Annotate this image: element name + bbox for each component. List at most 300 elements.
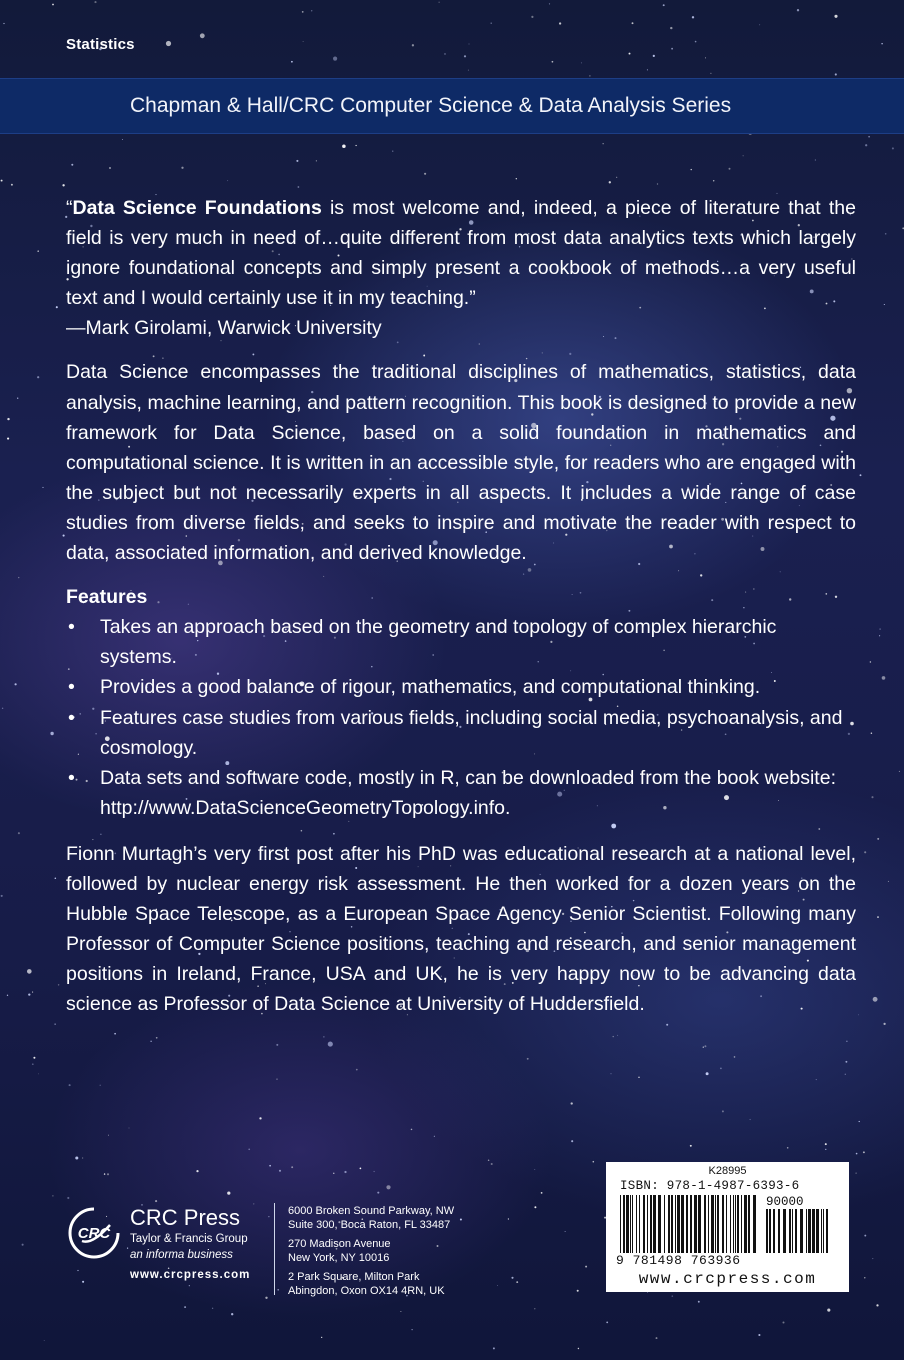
star bbox=[184, 1306, 186, 1308]
barcode-bar bbox=[826, 1209, 828, 1253]
star bbox=[269, 1165, 271, 1167]
star bbox=[434, 1136, 435, 1137]
star bbox=[860, 474, 862, 476]
star bbox=[722, 1110, 724, 1112]
back-cover-text bbox=[66, 193, 856, 1019]
address-line: Abingdon, Oxon OX14 4RN, UK bbox=[288, 1284, 445, 1297]
star bbox=[321, 1337, 322, 1338]
star bbox=[581, 62, 582, 63]
barcode-bar bbox=[769, 1209, 771, 1253]
barcode-bar bbox=[821, 1209, 822, 1253]
star bbox=[276, 1044, 278, 1046]
barcode-bar bbox=[816, 1209, 819, 1253]
star bbox=[541, 1192, 543, 1194]
barcode-bar bbox=[626, 1195, 629, 1253]
star bbox=[653, 55, 655, 57]
logo-text: CRC bbox=[77, 1225, 111, 1242]
star bbox=[663, 4, 665, 6]
star bbox=[107, 1173, 109, 1175]
star bbox=[52, 4, 54, 6]
star bbox=[713, 180, 714, 181]
star bbox=[52, 1195, 53, 1196]
star bbox=[879, 628, 880, 629]
star bbox=[647, 69, 648, 70]
star bbox=[758, 1334, 760, 1336]
barcode-bar bbox=[737, 1195, 739, 1253]
star bbox=[797, 9, 799, 11]
star bbox=[392, 151, 393, 152]
star bbox=[782, 1321, 784, 1323]
barcode-bar bbox=[766, 1209, 768, 1253]
star bbox=[827, 1309, 830, 1312]
star bbox=[276, 1078, 277, 1079]
star bbox=[613, 1036, 614, 1037]
star bbox=[129, 1128, 130, 1129]
barcode-bar bbox=[715, 1195, 716, 1253]
star bbox=[868, 136, 870, 138]
star bbox=[508, 1218, 509, 1219]
star bbox=[63, 535, 65, 537]
star bbox=[720, 1067, 722, 1069]
crc-logo-icon bbox=[66, 1205, 122, 1261]
star bbox=[27, 969, 32, 974]
star bbox=[231, 1313, 233, 1315]
endorsement-quote bbox=[66, 193, 856, 313]
star bbox=[629, 53, 631, 55]
star bbox=[603, 143, 604, 144]
star bbox=[444, 53, 445, 54]
star bbox=[62, 184, 64, 186]
barcode-bar bbox=[823, 1209, 824, 1253]
star bbox=[360, 1168, 362, 1170]
star bbox=[610, 1073, 611, 1074]
star bbox=[200, 33, 205, 38]
star bbox=[846, 1041, 847, 1042]
star bbox=[710, 73, 711, 74]
barcode-bar bbox=[783, 1209, 786, 1253]
star bbox=[56, 306, 58, 308]
star bbox=[1, 895, 3, 897]
star bbox=[759, 24, 760, 25]
barcode-bar bbox=[658, 1195, 661, 1253]
barcode-bar bbox=[636, 1195, 637, 1253]
star bbox=[888, 881, 889, 882]
star bbox=[885, 233, 887, 235]
star bbox=[703, 1046, 704, 1047]
star bbox=[534, 1308, 535, 1309]
barcode-bar bbox=[632, 1195, 633, 1253]
star bbox=[871, 796, 873, 798]
star bbox=[439, 2, 440, 3]
star bbox=[589, 75, 590, 76]
barcode-bar bbox=[735, 1195, 736, 1253]
star bbox=[108, 1135, 109, 1136]
star bbox=[877, 916, 879, 918]
quote-attribution: —Mark Girolami, Warwick University bbox=[66, 317, 382, 340]
publisher-divider bbox=[274, 1203, 275, 1295]
star bbox=[298, 186, 300, 188]
star bbox=[67, 1197, 69, 1199]
star bbox=[881, 43, 882, 44]
star bbox=[670, 27, 672, 29]
star bbox=[534, 1169, 535, 1170]
barcode-bar bbox=[812, 1209, 815, 1253]
star bbox=[37, 250, 39, 252]
price-code: 90000 bbox=[766, 1195, 804, 1209]
star bbox=[291, 61, 293, 63]
barcode-bar bbox=[795, 1209, 797, 1253]
star bbox=[816, 1079, 817, 1080]
star bbox=[488, 1159, 490, 1161]
star bbox=[491, 23, 492, 24]
star bbox=[424, 173, 426, 175]
star bbox=[212, 1308, 213, 1309]
star bbox=[122, 139, 123, 140]
barcode-bar bbox=[808, 1209, 811, 1253]
star bbox=[196, 1170, 198, 1172]
author-bio: Fionn Murtagh’s very first post after his PhD was educational research at a national level, followed by nuclear energy risk assessment. He then worked for a dozen years on the Hubble Space Telescope, as a European Space Agency Senior Scientist. Following many Professor of Computer Science positions, teaching and research, and senior management positions in Ireland, France, USA and UK, he is very happy now to be advancing data science as Professor of Data Science at University of Huddersfield. bbox=[66, 842, 856, 1016]
star bbox=[706, 1072, 709, 1075]
star bbox=[17, 398, 18, 399]
star bbox=[71, 164, 73, 166]
bullet-icon: • bbox=[68, 616, 75, 639]
star bbox=[873, 997, 878, 1002]
barcode-bar bbox=[671, 1195, 673, 1253]
star bbox=[865, 144, 867, 146]
star bbox=[609, 181, 611, 183]
star bbox=[899, 771, 900, 772]
publisher-group: Taylor & Francis Group bbox=[130, 1233, 248, 1245]
star bbox=[109, 167, 111, 169]
star bbox=[58, 984, 59, 985]
star bbox=[750, 1119, 751, 1120]
star bbox=[7, 995, 8, 996]
feature-item bbox=[66, 703, 856, 763]
star bbox=[729, 168, 731, 170]
star bbox=[28, 993, 30, 995]
star bbox=[373, 1171, 374, 1172]
star bbox=[616, 177, 617, 178]
isbn-barcode bbox=[620, 1195, 758, 1253]
star bbox=[698, 1301, 700, 1303]
quote-book-title: Data Science Foundations bbox=[72, 197, 322, 219]
barcode-bar bbox=[630, 1195, 631, 1253]
star bbox=[531, 16, 533, 18]
star bbox=[632, 22, 634, 24]
barcode-url: www.crcpress.com bbox=[638, 1270, 817, 1288]
star bbox=[872, 1258, 873, 1259]
star bbox=[411, 1329, 412, 1330]
star bbox=[50, 732, 53, 735]
star bbox=[864, 851, 866, 853]
star bbox=[638, 1077, 639, 1078]
star bbox=[166, 41, 171, 46]
star bbox=[876, 1304, 878, 1306]
star bbox=[497, 1285, 498, 1286]
star bbox=[585, 1266, 587, 1268]
star bbox=[377, 1192, 379, 1194]
quote-text: is most welcome and, indeed, a piece of literature that the field is very much in need of…quite different from most data analytics texts which largely ignore foundational concepts and simply present a cookbook of methods…a very useful text and I would certainly use it in my teaching.” bbox=[66, 197, 856, 310]
barcode-bar bbox=[650, 1195, 652, 1253]
star bbox=[491, 1163, 493, 1165]
publisher-name: CRC Press bbox=[130, 1205, 241, 1230]
star bbox=[7, 438, 9, 440]
star bbox=[883, 1023, 885, 1025]
star bbox=[316, 160, 317, 161]
star bbox=[22, 1244, 24, 1246]
address-line: 2 Park Square, Milton Park bbox=[288, 1271, 420, 1284]
star bbox=[516, 1281, 518, 1283]
barcode-bar bbox=[639, 1195, 640, 1253]
star bbox=[511, 1277, 513, 1279]
star bbox=[863, 1151, 865, 1153]
star bbox=[493, 1347, 495, 1349]
barcode-bar bbox=[741, 1195, 742, 1253]
star bbox=[32, 1063, 34, 1065]
feature-text: Provides a good balance of rigour, mathematics, and computational thinking. bbox=[100, 676, 761, 699]
barcode-bar bbox=[677, 1195, 680, 1253]
publisher-addresses bbox=[288, 1205, 454, 1299]
barcode-bar bbox=[789, 1209, 791, 1253]
publisher-block bbox=[66, 1203, 486, 1303]
star bbox=[593, 1161, 595, 1163]
star bbox=[342, 145, 346, 149]
star bbox=[94, 1, 96, 3]
star bbox=[692, 16, 694, 18]
barcode-bar bbox=[753, 1195, 756, 1253]
star bbox=[825, 1149, 826, 1150]
star bbox=[18, 577, 19, 578]
address-line: New York, NY 10016 bbox=[288, 1251, 390, 1264]
star bbox=[303, 41, 304, 42]
publisher-url: www.crcpress.com bbox=[130, 1269, 251, 1281]
star bbox=[15, 683, 17, 685]
star bbox=[227, 1191, 230, 1194]
book-description: Data Science encompasses the traditional disciplines of mathematics, statistics, data analysis, machine learning, and pattern recognition. This book is designed to provide a new framework for Data Science, based on a solid foundation in mathematics and computational science. It is written in an accessible style, for readers who are engaged with the subject but not necessarily experts in all aspects. It includes a wide range of case studies from diverse fields, and seeks to inspire and motivate the reader with respect to data, associated information, and derived knowledge. bbox=[66, 361, 856, 565]
star bbox=[787, 1147, 789, 1149]
star bbox=[617, 1035, 618, 1036]
address-line: Suite 300, Boca Raton, FL 33487 bbox=[288, 1218, 451, 1231]
star bbox=[552, 61, 554, 63]
feature-item bbox=[66, 612, 856, 672]
star bbox=[859, 1121, 860, 1122]
star bbox=[333, 57, 337, 61]
quote-open: “ bbox=[66, 197, 73, 219]
barcode-bar bbox=[694, 1195, 697, 1253]
barcode-bar bbox=[675, 1195, 676, 1253]
star bbox=[834, 15, 837, 18]
address-line: 6000 Broken Sound Parkway, NW bbox=[288, 1205, 455, 1217]
star bbox=[578, 1348, 579, 1349]
bullet-icon: • bbox=[68, 706, 75, 729]
star bbox=[527, 1058, 529, 1060]
star bbox=[33, 1057, 35, 1059]
star bbox=[577, 1290, 579, 1292]
star bbox=[870, 661, 871, 662]
barcode-bar bbox=[708, 1195, 709, 1253]
star bbox=[690, 1145, 692, 1147]
catalog-code: K28995 bbox=[708, 1165, 747, 1177]
barcode-bar bbox=[681, 1195, 684, 1253]
barcode-bar bbox=[778, 1209, 780, 1253]
star bbox=[565, 1231, 566, 1232]
feature-item bbox=[66, 672, 856, 702]
star bbox=[44, 1340, 45, 1341]
star bbox=[248, 1148, 250, 1150]
star bbox=[100, 1085, 101, 1086]
star bbox=[259, 1117, 261, 1119]
star bbox=[412, 44, 414, 46]
star bbox=[302, 11, 304, 13]
star bbox=[657, 183, 658, 184]
star bbox=[695, 41, 697, 43]
star bbox=[55, 878, 57, 880]
star bbox=[37, 376, 39, 378]
star bbox=[156, 1037, 158, 1039]
barcode-bar bbox=[722, 1195, 724, 1253]
star bbox=[549, 3, 550, 4]
barcode-bar bbox=[717, 1195, 719, 1253]
star bbox=[666, 1024, 668, 1026]
barcode-bar bbox=[653, 1195, 656, 1253]
barcode-bar bbox=[664, 1195, 665, 1253]
barcode-bar bbox=[698, 1195, 701, 1253]
star bbox=[356, 1069, 358, 1071]
barcode-panel bbox=[606, 1162, 849, 1292]
star bbox=[845, 1061, 847, 1063]
barcode-bar bbox=[726, 1195, 727, 1253]
star bbox=[11, 184, 13, 186]
star bbox=[672, 1295, 674, 1297]
star bbox=[333, 1173, 334, 1174]
star bbox=[825, 1143, 827, 1145]
star bbox=[279, 1170, 281, 1172]
star bbox=[42, 487, 43, 488]
star bbox=[32, 992, 33, 993]
star bbox=[877, 838, 879, 840]
star bbox=[1, 180, 3, 182]
barcode-bar bbox=[800, 1209, 803, 1253]
barcode-bar bbox=[730, 1195, 731, 1253]
star bbox=[291, 1166, 293, 1168]
star bbox=[882, 676, 886, 680]
barcode-bar bbox=[711, 1195, 714, 1253]
star bbox=[734, 1056, 736, 1058]
star bbox=[656, 1337, 658, 1339]
star bbox=[534, 1206, 536, 1208]
star bbox=[55, 1024, 56, 1025]
feature-text: Data sets and software code, mostly in R, can be downloaded from the book website: http://www.DataScienceGeometryTopology.info. bbox=[100, 766, 836, 819]
barcode-bar bbox=[744, 1195, 747, 1253]
barcode-bar bbox=[620, 1195, 621, 1253]
star bbox=[871, 732, 872, 733]
star bbox=[7, 418, 9, 420]
star bbox=[856, 1153, 858, 1155]
star bbox=[38, 1073, 39, 1074]
barcode-bar bbox=[623, 1195, 625, 1253]
feature-text: Takes an approach based on the geometry and topology of complex hierarchic systems. bbox=[100, 616, 777, 669]
star bbox=[671, 48, 673, 50]
barcode-bar bbox=[733, 1195, 734, 1253]
barcode-bar bbox=[792, 1209, 793, 1253]
barcode-bar bbox=[686, 1195, 688, 1253]
barcode-bar bbox=[704, 1195, 706, 1253]
star bbox=[864, 1235, 866, 1237]
address-line: 270 Madison Avenue bbox=[288, 1238, 391, 1251]
star bbox=[516, 178, 517, 179]
barcode-bar bbox=[748, 1195, 750, 1253]
bullet-icon: • bbox=[68, 676, 75, 699]
star bbox=[855, 1172, 856, 1173]
feature-text: Features case studies from various fields, including social media, psychoanalysis, and cosmology. bbox=[100, 706, 843, 759]
star bbox=[311, 10, 312, 11]
star bbox=[181, 167, 183, 169]
ean-digits: 9 781498 763936 bbox=[616, 1253, 741, 1268]
star bbox=[104, 1173, 105, 1174]
star bbox=[155, 1200, 157, 1202]
barcode-bar bbox=[690, 1195, 692, 1253]
star bbox=[845, 1074, 846, 1075]
barcode-bar bbox=[773, 1209, 775, 1253]
barcode-bar bbox=[647, 1195, 648, 1253]
star bbox=[114, 1033, 116, 1035]
star bbox=[227, 180, 228, 181]
price-barcode bbox=[766, 1209, 832, 1253]
star bbox=[328, 1042, 333, 1047]
star bbox=[323, 1036, 324, 1037]
star bbox=[743, 155, 744, 156]
star bbox=[3, 23, 4, 24]
star bbox=[75, 1156, 78, 1159]
star bbox=[386, 1185, 390, 1189]
barcode-bar bbox=[643, 1195, 645, 1253]
star bbox=[344, 1171, 346, 1173]
star bbox=[411, 1129, 413, 1131]
star bbox=[400, 1311, 401, 1312]
features-heading: Features bbox=[66, 586, 148, 609]
star bbox=[296, 160, 298, 162]
barcode-bar bbox=[806, 1209, 807, 1253]
star bbox=[468, 70, 469, 71]
star bbox=[606, 1321, 608, 1323]
star bbox=[355, 145, 356, 146]
star bbox=[864, 1277, 865, 1278]
isbn-text: ISBN: 978-1-4987-6393-6 bbox=[620, 1179, 800, 1193]
star bbox=[815, 160, 816, 161]
star bbox=[69, 1084, 71, 1086]
star bbox=[464, 55, 466, 57]
star bbox=[704, 1045, 706, 1047]
barcode-bar bbox=[668, 1195, 670, 1253]
star bbox=[150, 1041, 151, 1042]
bullet-icon: • bbox=[68, 766, 75, 789]
star bbox=[2, 708, 3, 709]
star bbox=[892, 147, 894, 149]
star bbox=[469, 44, 470, 45]
star bbox=[18, 832, 20, 834]
star bbox=[858, 1014, 859, 1015]
star bbox=[879, 635, 880, 636]
star bbox=[691, 169, 692, 170]
features-list bbox=[66, 612, 856, 823]
series-title: Chapman & Hall/CRC Computer Science & Data Analysis Series bbox=[130, 94, 732, 117]
publisher-business: an informa business bbox=[130, 1249, 233, 1261]
star bbox=[705, 57, 706, 58]
star bbox=[82, 1157, 83, 1158]
subject-category: Statistics bbox=[66, 36, 135, 53]
star bbox=[571, 1102, 573, 1104]
feature-item bbox=[66, 763, 856, 823]
